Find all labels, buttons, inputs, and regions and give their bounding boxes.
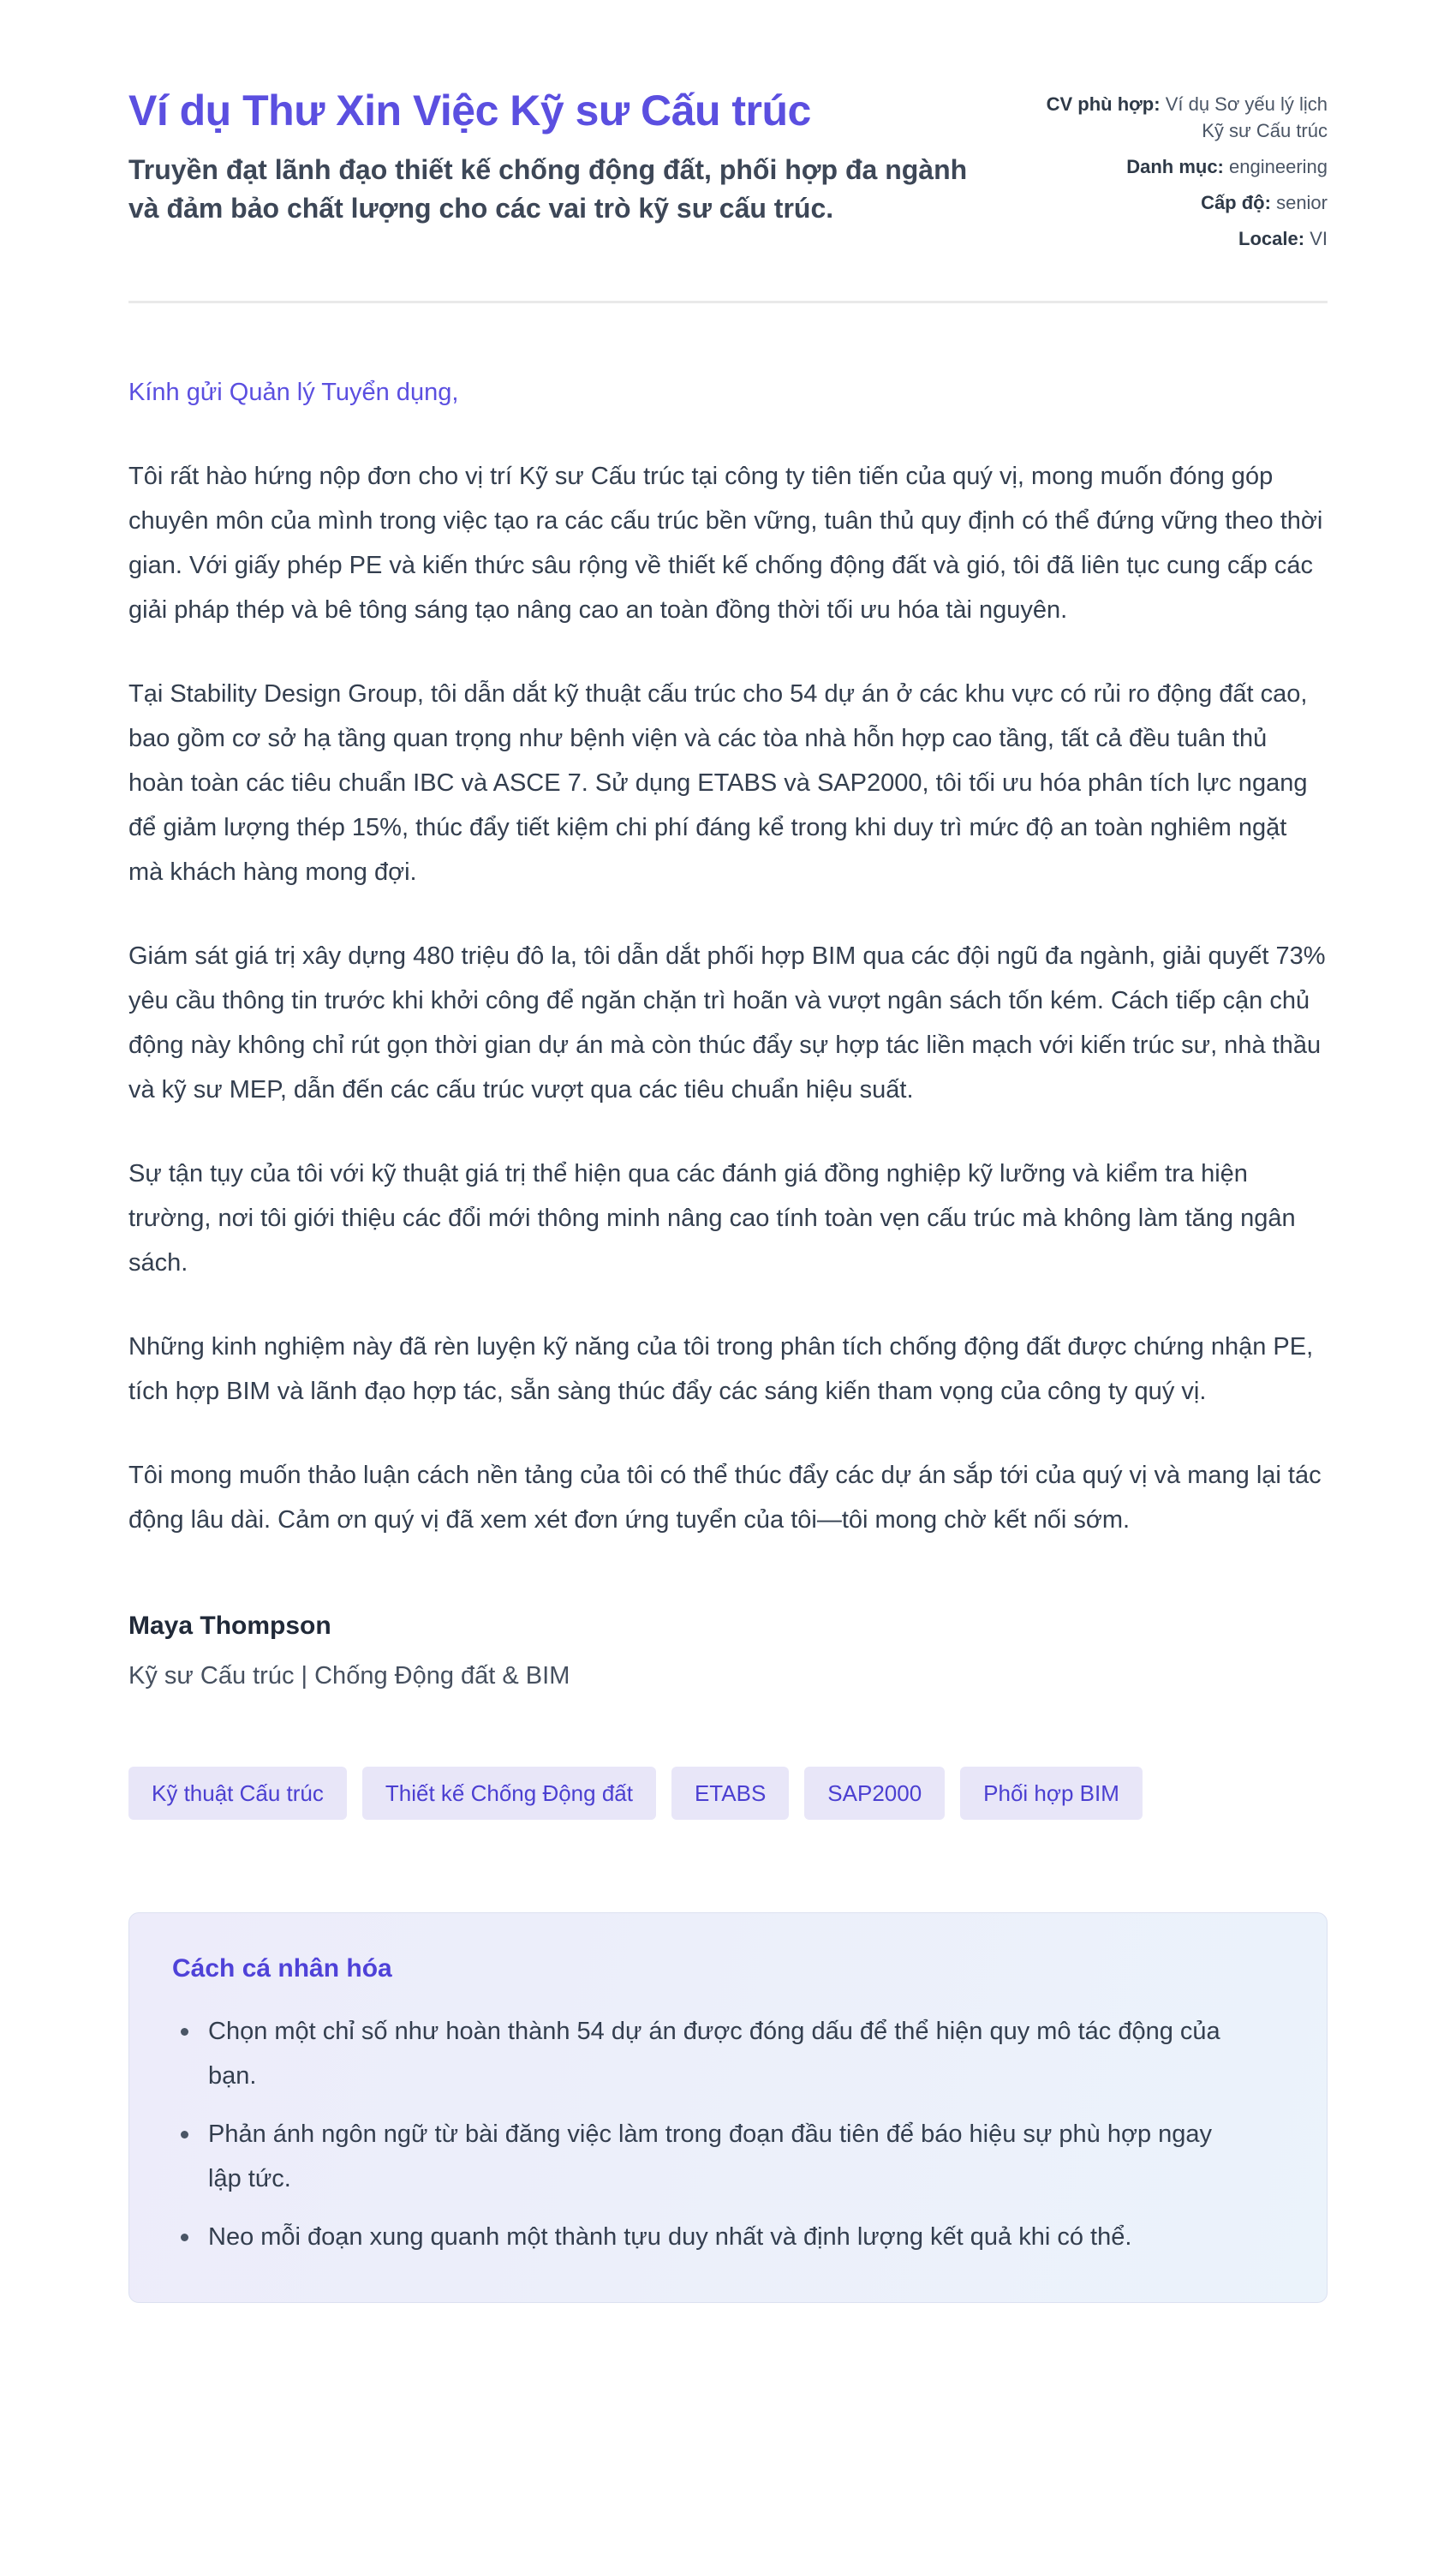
letter-body (128, 370, 1328, 1698)
skill-tag-list (128, 1767, 1328, 1820)
meta-label: Locale: (1238, 228, 1305, 249)
meta-value: VI (1310, 228, 1328, 249)
meta-label: Danh mục: (1126, 156, 1224, 177)
skill-tag: Phối hợp BIM (960, 1767, 1143, 1820)
meta-value: engineering (1229, 156, 1328, 177)
skill-tag: Kỹ thuật Cấu trúc (128, 1767, 347, 1820)
letter-paragraphs (128, 454, 1328, 1542)
letter-paragraph: Tại Stability Design Group, tôi dẫn dắt kỹ thuật cấu trúc cho 54 dự án ở các khu vực có rủi ro động đất cao, bao gồm cơ sở hạ tầng quan trọng như bệnh viện và các tòa nhà hỗn hợp cao tầng, tất cả đều tuân thủ hoàn toàn các tiêu chuẩn IBC và ASCE 7. Sử dụng ETABS và SAP2000, tôi tối ưu hóa phân tích lực ngang để giảm lượng thép 15%, thúc đẩy tiết kiệm chi phí đáng kể trong khi duy trì mức độ an toàn nghiêm ngặt mà khách hàng mong đợi. (128, 680, 1308, 886)
skill-tag: ETABS (671, 1767, 789, 1820)
tip-item: Neo mỗi đoạn xung quanh một thành tựu duy nhất và định lượng kết quả khi có thể. (172, 2215, 1234, 2259)
meta-value: Ví dụ Sơ yếu lý lịch Kỹ sư Cấu trúc (1165, 93, 1328, 141)
meta-panel (1045, 86, 1328, 261)
page-subtitle: Truyền đạt lãnh đạo thiết kế chống động đất, phối hợp đa ngành và đảm bảo chất lượng cho các vai trò kỹ sư cấu trúc. (128, 154, 968, 224)
cover-letter-page (128, 0, 1328, 2303)
page-header (128, 86, 1328, 261)
meta-row (1045, 189, 1328, 216)
skill-tag: SAP2000 (804, 1767, 945, 1820)
meta-row (1045, 153, 1328, 180)
meta-label: CV phù hợp: (1046, 93, 1161, 115)
letter-paragraph: Giám sát giá trị xây dựng 480 triệu đô la, tôi dẫn dắt phối hợp BIM qua các đội ngũ đa ngành, giải quyết 73% yêu cầu thông tin trước khi khởi công để ngăn chặn trì hoãn và vượt ngân sách tốn kém. Cách tiếp cận chủ động này không chỉ rút gọn thời gian dự án mà còn thúc đẩy sự hợp tác liền mạch với kiến trúc sư, nhà thầu và kỹ sư MEP, dẫn đến các cấu trúc vượt qua các tiêu chuẩn hiệu suất. (128, 942, 1326, 1104)
letter-greeting: Kính gửi Quản lý Tuyển dụng, (128, 379, 459, 406)
meta-row (1045, 91, 1328, 144)
letter-paragraph: Tôi mong muốn thảo luận cách nền tảng của tôi có thể thúc đẩy các dự án sắp tới của quý vị và mang lại tác động lâu dài. Cảm ơn quý vị đã xem xét đơn ứng tuyển của tôi—tôi mong chờ kết nối sớm. (128, 1462, 1322, 1534)
signature-block (128, 1604, 1328, 1698)
meta-label: Cấp độ: (1201, 192, 1271, 213)
meta-row (1045, 225, 1328, 252)
tips-title: Cách cá nhân hóa (172, 1954, 392, 1983)
meta-value: senior (1276, 192, 1328, 213)
letter-paragraph: Tôi rất hào hứng nộp đơn cho vị trí Kỹ sư Cấu trúc tại công ty tiên tiến của quý vị, mong muốn đóng góp chuyên môn của mình trong việc tạo ra các cấu trúc bền vững, tuân thủ quy định có thể đứng vững theo thời gian. Với giấy phép PE và kiến thức sâu rộng về thiết kế chống động đất và gió, tôi đã liên tục cung cấp các giải pháp thép và bê tông sáng tạo nâng cao an toàn đồng thời tối ưu hóa tài nguyên. (128, 463, 1323, 624)
header-divider (128, 301, 1328, 303)
signature-name: Maya Thompson (128, 1612, 331, 1640)
page-title: Ví dụ Thư Xin Việc Kỹ sư Cấu trúc (128, 87, 811, 135)
letter-paragraph: Sự tận tụy của tôi với kỹ thuật giá trị thể hiện qua các đánh giá đồng nghiệp kỹ lưỡng và kiểm tra hiện trường, nơi tôi giới thiệu các đổi mới thông minh nâng cao tính toàn vẹn cấu trúc mà không làm tăng ngân sách. (128, 1160, 1296, 1277)
tip-item: Phản ánh ngôn ngữ từ bài đăng việc làm trong đoạn đầu tiên để báo hiệu sự phù hợp ngay lập tức. (172, 2112, 1234, 2201)
skill-tag: Thiết kế Chống Động đất (362, 1767, 656, 1820)
tip-item: Chọn một chỉ số như hoàn thành 54 dự án được đóng dấu để thể hiện quy mô tác động của bạn. (172, 2009, 1234, 2098)
header-title-block (128, 86, 994, 228)
tips-list (172, 2009, 1284, 2259)
signature-role: Kỹ sư Cấu trúc | Chống Động đất & BIM (128, 1662, 570, 1690)
personalization-tips-box (128, 1912, 1328, 2303)
letter-paragraph: Những kinh nghiệm này đã rèn luyện kỹ năng của tôi trong phân tích chống động đất được chứng nhận PE, tích hợp BIM và lãnh đạo hợp tác, sẵn sàng thúc đẩy các sáng kiến tham vọng của công ty quý vị. (128, 1333, 1314, 1405)
